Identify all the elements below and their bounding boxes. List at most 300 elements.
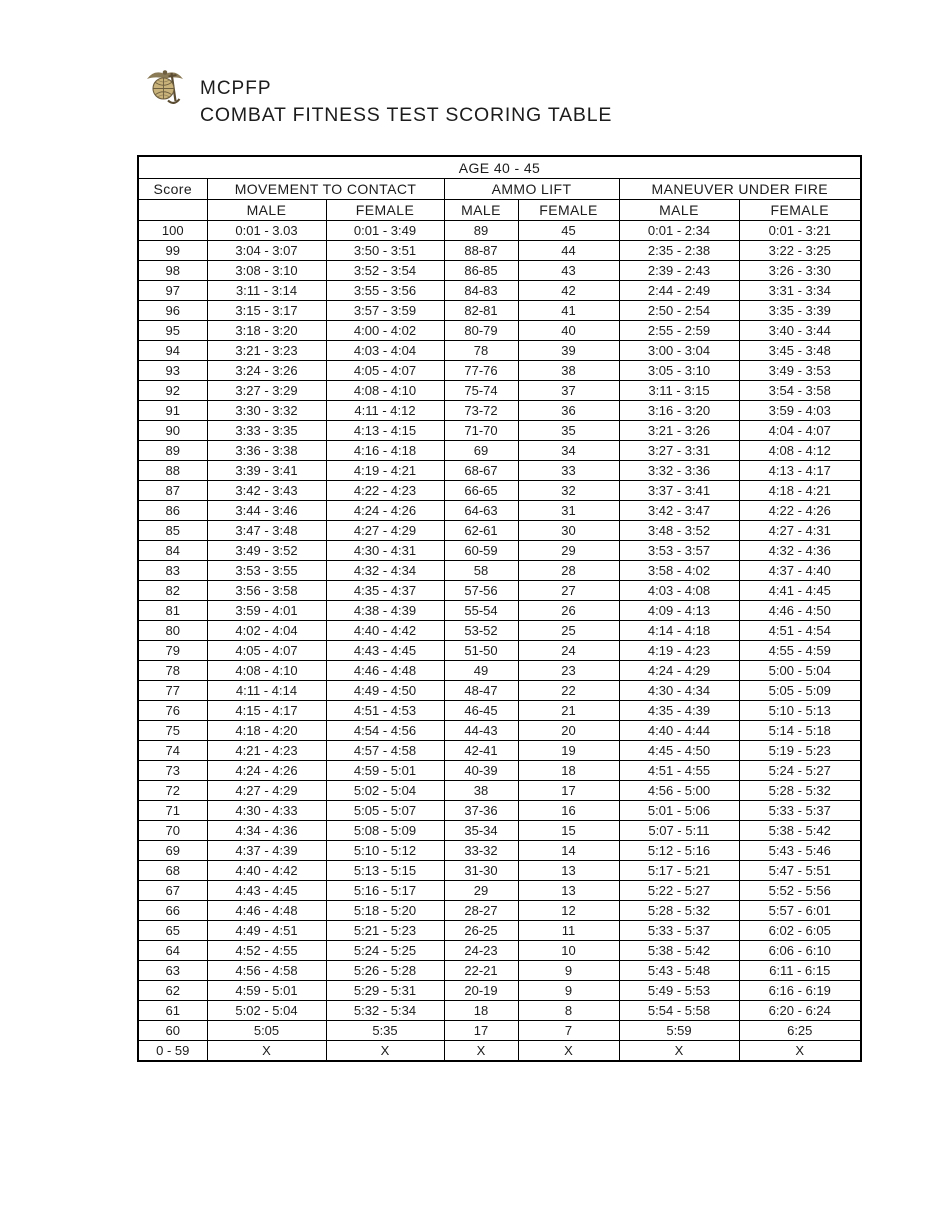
score-cell: 90 [138,421,207,441]
table-row [138,561,861,581]
score-cell: 73 [138,761,207,781]
ammo-female-cell: 34 [518,441,619,461]
score-cell: 97 [138,281,207,301]
muf-male-cell: 5:33 - 5:37 [619,921,739,941]
table-row [138,881,861,901]
ammo-male-cell: 42-41 [444,741,518,761]
mtc-female-header: FEMALE [326,200,444,221]
mtc-female-cell: 4:51 - 4:53 [326,701,444,721]
muf-female-cell: 3:35 - 3:39 [739,301,861,321]
ammo-female-cell: 25 [518,621,619,641]
mtc-female-cell: 5:35 [326,1021,444,1041]
ammo-female-cell: 21 [518,701,619,721]
muf-male-cell: 5:07 - 5:11 [619,821,739,841]
mtc-female-cell: 4:00 - 4:02 [326,321,444,341]
score-cell: 92 [138,381,207,401]
mtc-female-cell: 5:24 - 5:25 [326,941,444,961]
muf-male-cell: 4:09 - 4:13 [619,601,739,621]
mtc-female-cell: 5:26 - 5:28 [326,961,444,981]
event-header-maneuver-under-fire: MANEUVER UNDER FIRE [619,179,861,200]
mtc-male-cell: 3:59 - 4:01 [207,601,326,621]
ammo-male-cell: 44-43 [444,721,518,741]
ammo-male-cell: 78 [444,341,518,361]
mtc-female-cell: 4:46 - 4:48 [326,661,444,681]
mtc-male-cell: 3:08 - 3:10 [207,261,326,281]
mtc-male-cell: 3:33 - 3:35 [207,421,326,441]
ammo-male-cell: 73-72 [444,401,518,421]
table-row [138,781,861,801]
mtc-male-cell: 4:56 - 4:58 [207,961,326,981]
mtc-male-cell: 4:18 - 4:20 [207,721,326,741]
muf-male-cell: 3:21 - 3:26 [619,421,739,441]
ammo-male-cell: 38 [444,781,518,801]
ammo-female-cell: 31 [518,501,619,521]
muf-female-cell: 5:05 - 5:09 [739,681,861,701]
score-cell: 61 [138,1001,207,1021]
ammo-female-header: FEMALE [518,200,619,221]
ammo-male-cell: 40-39 [444,761,518,781]
mtc-female-cell: 4:30 - 4:31 [326,541,444,561]
ammo-female-cell: 40 [518,321,619,341]
score-cell: 67 [138,881,207,901]
muf-male-cell: 4:14 - 4:18 [619,621,739,641]
score-cell: 95 [138,321,207,341]
ammo-male-header: MALE [444,200,518,221]
mtc-female-cell: 4:08 - 4:10 [326,381,444,401]
muf-female-cell: 5:10 - 5:13 [739,701,861,721]
ammo-male-cell: 66-65 [444,481,518,501]
score-cell: 66 [138,901,207,921]
ammo-male-cell: 84-83 [444,281,518,301]
muf-male-cell: 2:44 - 2:49 [619,281,739,301]
ammo-male-cell: 77-76 [444,361,518,381]
score-cell: 65 [138,921,207,941]
mtc-male-cell: 4:11 - 4:14 [207,681,326,701]
mtc-male-cell: 4:43 - 4:45 [207,881,326,901]
mtc-male-cell: 3:39 - 3:41 [207,461,326,481]
ammo-male-cell: 17 [444,1021,518,1041]
program-name: MCPFP [200,78,272,99]
table-row [138,741,861,761]
score-cell: 94 [138,341,207,361]
mtc-female-cell: 5:08 - 5:09 [326,821,444,841]
ammo-female-cell: 41 [518,301,619,321]
muf-female-cell: 5:00 - 5:04 [739,661,861,681]
table-row [138,401,861,421]
muf-female-cell: 3:26 - 3:30 [739,261,861,281]
score-cell: 98 [138,261,207,281]
page-title: COMBAT FITNESS TEST SCORING TABLE [200,104,613,126]
mtc-male-header: MALE [207,200,326,221]
mtc-male-cell: 4:49 - 4:51 [207,921,326,941]
ammo-female-cell: 29 [518,541,619,561]
ammo-female-cell: 13 [518,861,619,881]
table-row [138,801,861,821]
table-row [138,321,861,341]
mtc-female-cell: 4:24 - 4:26 [326,501,444,521]
muf-male-cell: 5:59 [619,1021,739,1041]
muf-female-cell: 6:06 - 6:10 [739,941,861,961]
score-cell: 85 [138,521,207,541]
table-row [138,1021,861,1041]
mtc-male-cell: 5:02 - 5:04 [207,1001,326,1021]
cft-scoring-table [137,155,862,1062]
ammo-male-cell: 69 [444,441,518,461]
ammo-female-cell: 33 [518,461,619,481]
muf-female-header: FEMALE [739,200,861,221]
table-row [138,341,861,361]
muf-male-cell: 4:19 - 4:23 [619,641,739,661]
score-cell: 93 [138,361,207,381]
score-cell: 99 [138,241,207,261]
muf-female-cell: 4:55 - 4:59 [739,641,861,661]
mtc-female-cell: 4:27 - 4:29 [326,521,444,541]
muf-female-cell: 4:08 - 4:12 [739,441,861,461]
score-cell: 80 [138,621,207,641]
age-group-header: AGE 40 - 45 [138,156,861,179]
mtc-male-cell: 4:37 - 4:39 [207,841,326,861]
ammo-male-cell: 35-34 [444,821,518,841]
table-row [138,701,861,721]
ammo-female-cell: 8 [518,1001,619,1021]
score-cell: 77 [138,681,207,701]
muf-male-cell: 5:54 - 5:58 [619,1001,739,1021]
ammo-male-cell: 62-61 [444,521,518,541]
ammo-male-cell: 86-85 [444,261,518,281]
mtc-female-cell: 4:57 - 4:58 [326,741,444,761]
table-row [138,601,861,621]
muf-male-cell: 3:37 - 3:41 [619,481,739,501]
muf-female-cell: 6:02 - 6:05 [739,921,861,941]
mtc-male-cell: 3:53 - 3:55 [207,561,326,581]
muf-male-cell: 4:30 - 4:34 [619,681,739,701]
muf-male-cell: 5:01 - 5:06 [619,801,739,821]
muf-female-cell: 6:25 [739,1021,861,1041]
mtc-female-cell: 4:54 - 4:56 [326,721,444,741]
mtc-male-cell: 3:24 - 3:26 [207,361,326,381]
ammo-female-cell: 26 [518,601,619,621]
muf-male-cell: 3:00 - 3:04 [619,341,739,361]
ammo-female-cell: 23 [518,661,619,681]
muf-male-cell: 3:27 - 3:31 [619,441,739,461]
ammo-female-cell: 11 [518,921,619,941]
table-row [138,441,861,461]
muf-female-cell: 3:59 - 4:03 [739,401,861,421]
muf-female-cell: 4:51 - 4:54 [739,621,861,641]
ammo-male-cell: 18 [444,1001,518,1021]
muf-male-cell: 3:11 - 3:15 [619,381,739,401]
mtc-male-cell: 3:36 - 3:38 [207,441,326,461]
score-cell: 64 [138,941,207,961]
score-cell: 70 [138,821,207,841]
ammo-male-cell: 64-63 [444,501,518,521]
mtc-male-cell: 4:52 - 4:55 [207,941,326,961]
muf-female-cell: 4:27 - 4:31 [739,521,861,541]
age-group-row [138,156,861,179]
muf-male-cell: 4:03 - 4:08 [619,581,739,601]
muf-male-header: MALE [619,200,739,221]
muf-female-cell: 4:22 - 4:26 [739,501,861,521]
ammo-female-cell: 32 [518,481,619,501]
table-row [138,541,861,561]
table-row [138,841,861,861]
score-cell: 91 [138,401,207,421]
mtc-male-cell: 4:46 - 4:48 [207,901,326,921]
score-cell: 86 [138,501,207,521]
mtc-male-cell: 3:11 - 3:14 [207,281,326,301]
muf-male-cell: 5:17 - 5:21 [619,861,739,881]
ammo-male-cell: 31-30 [444,861,518,881]
muf-male-cell: 2:55 - 2:59 [619,321,739,341]
mtc-male-cell: 4:40 - 4:42 [207,861,326,881]
mtc-female-cell: 4:16 - 4:18 [326,441,444,461]
ammo-female-cell: 15 [518,821,619,841]
ammo-male-cell: 58 [444,561,518,581]
score-rows-body [138,221,861,1062]
ammo-female-cell: 45 [518,221,619,241]
mtc-male-cell: 4:02 - 4:04 [207,621,326,641]
ammo-female-cell: 43 [518,261,619,281]
mtc-male-cell: 4:15 - 4:17 [207,701,326,721]
ammo-male-cell: 28-27 [444,901,518,921]
muf-female-cell: 6:16 - 6:19 [739,981,861,1001]
ammo-female-cell: 30 [518,521,619,541]
document-header [146,64,612,128]
mtc-male-cell: 4:08 - 4:10 [207,661,326,681]
score-cell: 79 [138,641,207,661]
mtc-female-cell: 4:49 - 4:50 [326,681,444,701]
ammo-male-cell: 33-32 [444,841,518,861]
muf-female-cell: 3:31 - 3:34 [739,281,861,301]
title-block [200,64,612,128]
score-cell: 62 [138,981,207,1001]
muf-male-cell: 5:43 - 5:48 [619,961,739,981]
ammo-female-cell: 28 [518,561,619,581]
mtc-male-cell: 3:04 - 3:07 [207,241,326,261]
muf-male-cell: 4:35 - 4:39 [619,701,739,721]
score-cell: 100 [138,221,207,241]
score-cell: 63 [138,961,207,981]
mtc-male-cell: 4:34 - 4:36 [207,821,326,841]
table-row [138,941,861,961]
ammo-female-cell: 22 [518,681,619,701]
ammo-female-cell: X [518,1041,619,1062]
table-row [138,721,861,741]
muf-male-cell: 5:38 - 5:42 [619,941,739,961]
muf-female-cell: 0:01 - 3:21 [739,221,861,241]
score-cell: 68 [138,861,207,881]
ammo-female-cell: 13 [518,881,619,901]
mtc-female-cell: 4:13 - 4:15 [326,421,444,441]
score-cell: 76 [138,701,207,721]
ammo-male-cell: 80-79 [444,321,518,341]
muf-female-cell: 5:52 - 5:56 [739,881,861,901]
mtc-male-cell: 4:21 - 4:23 [207,741,326,761]
mtc-female-cell: 4:32 - 4:34 [326,561,444,581]
muf-male-cell: 2:35 - 2:38 [619,241,739,261]
muf-male-cell: 3:48 - 3:52 [619,521,739,541]
mtc-female-cell: 4:19 - 4:21 [326,461,444,481]
muf-female-cell: 4:37 - 4:40 [739,561,861,581]
table-row [138,241,861,261]
score-cell: 75 [138,721,207,741]
muf-male-cell: 4:56 - 5:00 [619,781,739,801]
ammo-female-cell: 36 [518,401,619,421]
ammo-male-cell: 75-74 [444,381,518,401]
table-row [138,421,861,441]
table-row [138,461,861,481]
table-row [138,261,861,281]
mtc-female-cell: 5:21 - 5:23 [326,921,444,941]
muf-male-cell: 4:40 - 4:44 [619,721,739,741]
table-row [138,621,861,641]
ammo-female-cell: 37 [518,381,619,401]
ammo-female-cell: 14 [518,841,619,861]
ammo-male-cell: 46-45 [444,701,518,721]
muf-female-cell: 4:04 - 4:07 [739,421,861,441]
mtc-female-cell: 5:29 - 5:31 [326,981,444,1001]
ammo-male-cell: 55-54 [444,601,518,621]
mtc-female-cell: 4:22 - 4:23 [326,481,444,501]
muf-female-cell: 4:32 - 4:36 [739,541,861,561]
mtc-female-cell: 4:38 - 4:39 [326,601,444,621]
event-header-row [138,179,861,200]
table-row [138,761,861,781]
mtc-male-cell: 3:47 - 3:48 [207,521,326,541]
ammo-female-cell: 39 [518,341,619,361]
table-row [138,641,861,661]
ammo-male-cell: 20-19 [444,981,518,1001]
mtc-male-cell: 3:42 - 3:43 [207,481,326,501]
mtc-male-cell: 3:21 - 3:23 [207,341,326,361]
mtc-male-cell: 0:01 - 3.03 [207,221,326,241]
mtc-female-cell: X [326,1041,444,1062]
ammo-female-cell: 9 [518,961,619,981]
gender-header-row [138,200,861,221]
ammo-male-cell: 89 [444,221,518,241]
mtc-female-cell: 3:52 - 3:54 [326,261,444,281]
score-cell: 82 [138,581,207,601]
muf-male-cell: 3:58 - 4:02 [619,561,739,581]
mtc-female-cell: 5:10 - 5:12 [326,841,444,861]
score-subheader-empty [138,200,207,221]
muf-male-cell: 0:01 - 2:34 [619,221,739,241]
ammo-male-cell: 68-67 [444,461,518,481]
mtc-male-cell: 3:15 - 3:17 [207,301,326,321]
ammo-male-cell: 53-52 [444,621,518,641]
table-row [138,861,861,881]
ammo-female-cell: 20 [518,721,619,741]
muf-female-cell: 3:54 - 3:58 [739,381,861,401]
muf-female-cell: 4:46 - 4:50 [739,601,861,621]
table-row [138,921,861,941]
muf-female-cell: 5:33 - 5:37 [739,801,861,821]
score-cell: 71 [138,801,207,821]
table-row [138,501,861,521]
table-row [138,821,861,841]
muf-male-cell: 5:22 - 5:27 [619,881,739,901]
score-cell: 84 [138,541,207,561]
ammo-male-cell: 82-81 [444,301,518,321]
muf-female-cell: 3:22 - 3:25 [739,241,861,261]
ammo-male-cell: 88-87 [444,241,518,261]
muf-male-cell: 3:16 - 3:20 [619,401,739,421]
ammo-male-cell: 57-56 [444,581,518,601]
mtc-male-cell: 4:59 - 5:01 [207,981,326,1001]
ammo-male-cell: 51-50 [444,641,518,661]
mtc-male-cell: 3:30 - 3:32 [207,401,326,421]
muf-male-cell: 3:53 - 3:57 [619,541,739,561]
score-cell: 89 [138,441,207,461]
table-row [138,901,861,921]
table-row [138,301,861,321]
muf-female-cell: 5:19 - 5:23 [739,741,861,761]
muf-male-cell: 2:50 - 2:54 [619,301,739,321]
mtc-female-cell: 4:11 - 4:12 [326,401,444,421]
mtc-female-cell: 4:40 - 4:42 [326,621,444,641]
mtc-male-cell: 3:27 - 3:29 [207,381,326,401]
muf-female-cell: 5:47 - 5:51 [739,861,861,881]
table-row [138,381,861,401]
ammo-female-cell: 9 [518,981,619,1001]
mtc-female-cell: 3:57 - 3:59 [326,301,444,321]
muf-male-cell: 4:24 - 4:29 [619,661,739,681]
muf-male-cell: 4:51 - 4:55 [619,761,739,781]
ammo-female-cell: 27 [518,581,619,601]
table-row [138,281,861,301]
ammo-female-cell: 10 [518,941,619,961]
ammo-female-cell: 35 [518,421,619,441]
muf-female-cell: 6:11 - 6:15 [739,961,861,981]
score-cell: 0 - 59 [138,1041,207,1062]
muf-male-cell: 5:28 - 5:32 [619,901,739,921]
table-row [138,661,861,681]
table-row [138,221,861,241]
score-cell: 83 [138,561,207,581]
muf-female-cell: 5:14 - 5:18 [739,721,861,741]
ammo-male-cell: 24-23 [444,941,518,961]
table-row [138,481,861,501]
muf-female-cell: 3:45 - 3:48 [739,341,861,361]
table-row [138,361,861,381]
mtc-female-cell: 5:05 - 5:07 [326,801,444,821]
ammo-male-cell: 37-36 [444,801,518,821]
mtc-female-cell: 4:59 - 5:01 [326,761,444,781]
mtc-female-cell: 3:55 - 3:56 [326,281,444,301]
event-header-ammo-lift: AMMO LIFT [444,179,619,200]
mtc-male-cell: 3:18 - 3:20 [207,321,326,341]
muf-male-cell: 5:12 - 5:16 [619,841,739,861]
muf-female-cell: 4:13 - 4:17 [739,461,861,481]
mtc-male-cell: 4:24 - 4:26 [207,761,326,781]
ammo-female-cell: 19 [518,741,619,761]
muf-female-cell: 4:18 - 4:21 [739,481,861,501]
table-row [138,581,861,601]
mtc-male-cell: 4:27 - 4:29 [207,781,326,801]
mtc-female-cell: 4:05 - 4:07 [326,361,444,381]
mtc-female-cell: 4:03 - 4:04 [326,341,444,361]
score-cell: 88 [138,461,207,481]
mtc-male-cell: 3:44 - 3:46 [207,501,326,521]
mtc-female-cell: 5:18 - 5:20 [326,901,444,921]
muf-female-cell: 5:38 - 5:42 [739,821,861,841]
muf-male-cell: 3:42 - 3:47 [619,501,739,521]
muf-male-cell: 5:49 - 5:53 [619,981,739,1001]
mtc-female-cell: 5:13 - 5:15 [326,861,444,881]
muf-female-cell: 4:41 - 4:45 [739,581,861,601]
ammo-male-cell: 29 [444,881,518,901]
ammo-female-cell: 17 [518,781,619,801]
